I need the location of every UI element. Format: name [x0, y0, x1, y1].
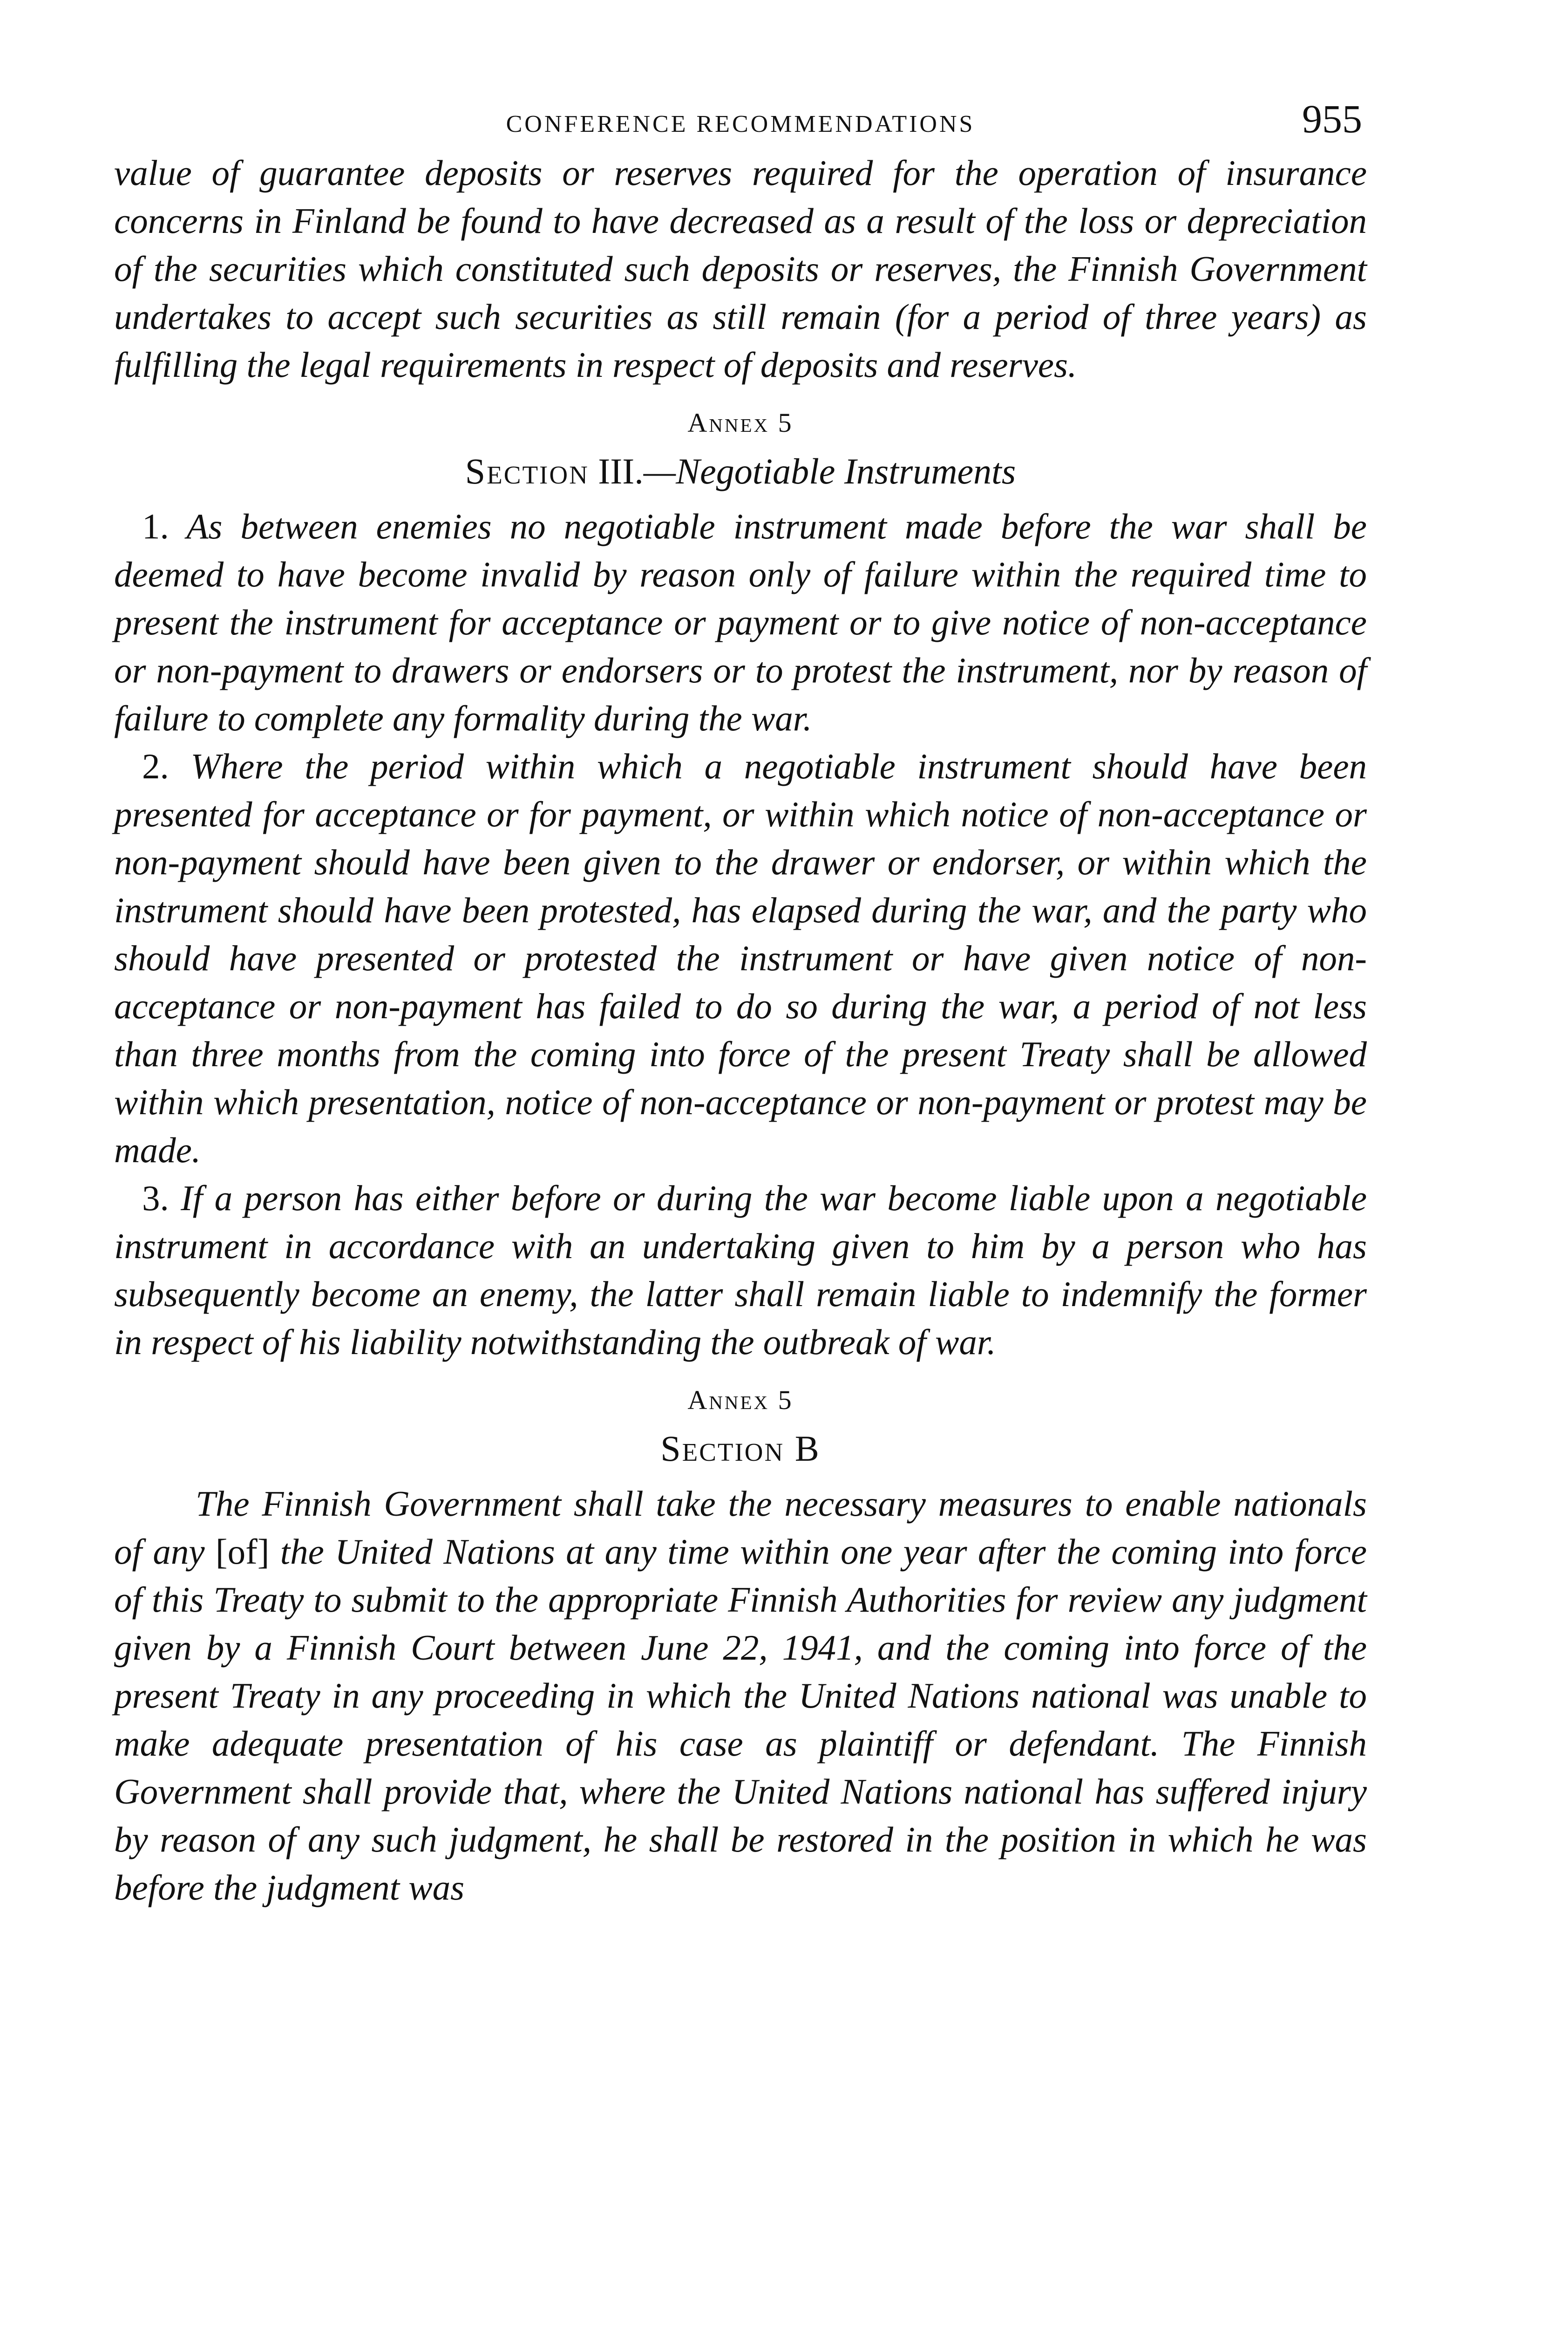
running-head: [114, 95, 1367, 147]
section-heading: [114, 446, 1367, 497]
paragraph-number: 1.: [142, 506, 169, 546]
paragraph-text: As between enemies no negotiable instrument made before the war shall be deemed to have become invalid by reason only of failure within the required time to present the instrument for acceptance or payment or to give notice of non-acceptance or non-payment to drawers or endorsers or to protest the instrument, nor by reason of failure to complete any formality during the war.: [114, 506, 1367, 738]
page-number: 955: [1302, 96, 1362, 141]
paragraph-text: If a person has either before or during the war become liable upon a negotiable instrument in accordance with an undertaking given to him by a person who has subsequently become an enemy, the latter shall remain liable to indemnify the former in respect of his liability notwithstanding the outbreak of war.: [114, 1178, 1367, 1362]
final-paragraph: [114, 1480, 1367, 1912]
annex-label: Annex 5: [687, 408, 794, 438]
continued-paragraph: value of guarantee deposits or reserves required for the operation of insurance concerns in Finland be found to have decreased as a result of the loss or depreciation of the securities which constituted such deposits or reserves, the Finnish Government undertakes to accept such securities as still remain (for a period of three years) as fulfilling the legal requirements in respect of deposits and reserves.: [114, 153, 1367, 385]
paragraph-number: 3.: [142, 1178, 169, 1218]
running-title: CONFERENCE RECOMMENDATIONS: [506, 111, 975, 137]
paragraph-text: Where the period within which a negotiable instrument should have been presented for acceptance or for payment, or within which notice of non-acceptance or non-payment should have been given to the drawer or endorser, or within which the instrument should have been protested, has elapsed during the war, and the party who should have presented or protested the instrument or have given notice of non-acceptance or non-payment has failed to do so during the war, a period of not less than three months from the coming into force of the present Treaty shall be allowed within which presentation, notice of non-acceptance or non-payment or protest may be made.: [114, 746, 1367, 1170]
numbered-paragraph-1: [114, 503, 1367, 742]
editorial-bracket: [of]: [215, 1532, 270, 1572]
numbered-paragraph-3: [114, 1174, 1367, 1366]
section-label: Section: [465, 451, 589, 491]
numbered-paragraph-2: [114, 742, 1367, 1174]
annex-label-b: Annex 5: [687, 1385, 794, 1415]
paragraph-number: 2.: [142, 746, 169, 786]
section-title: —Negotiable Instruments: [643, 451, 1016, 491]
section-number: III.: [598, 451, 644, 491]
section-heading-b: Section B: [660, 1428, 821, 1469]
final-paragraph-part2: the United Nations at any time within one year after the coming into force of this Treaty to submit to the appropriate Finnish Authorities for review any judgment given by a Finnish Court between June 22, 1941, and the coming into force of the present Treaty in any proceeding in which the United Nations national was unable to make adequate presentation of his case as plaintiff or defendant. The Finnish Government shall provide that, where the United Nations national has suffered injury by reason of any such judgment, he shall be restored in the position in which he was before the judgment was: [114, 1532, 1367, 1907]
page-content: [114, 95, 1367, 1912]
final-paragraph-part1: The Finnish Government shall take the necessary measures to enable nationals of any: [114, 1484, 1367, 1572]
